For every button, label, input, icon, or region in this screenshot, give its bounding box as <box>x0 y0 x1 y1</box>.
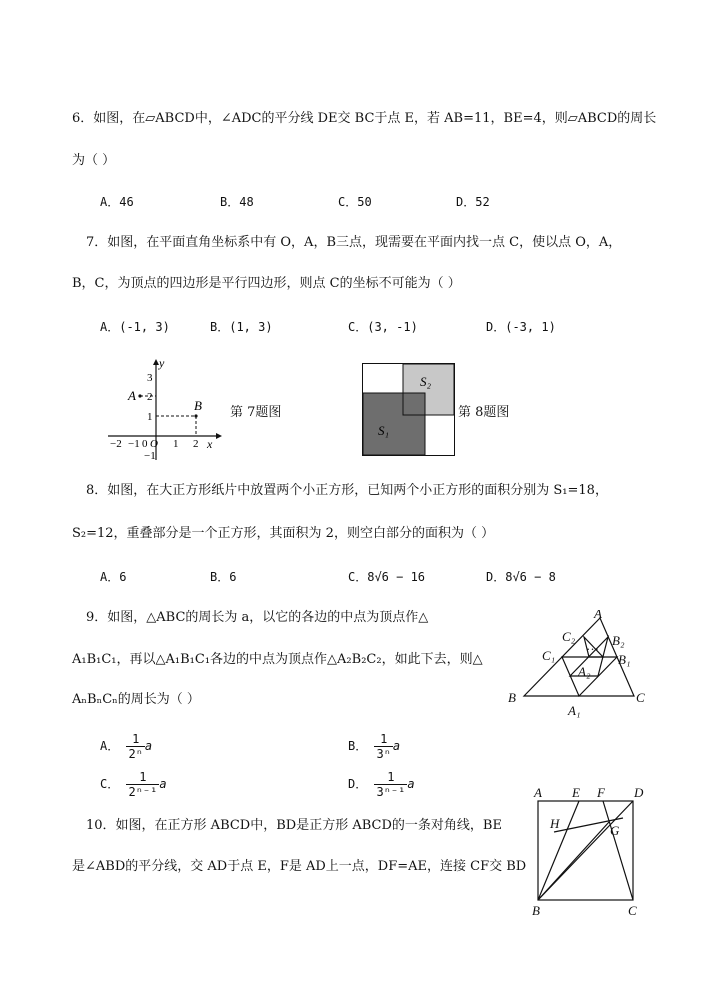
q9-option-d-fraction <box>374 770 407 799</box>
q6-stem-line1: 6．如图，在▱ABCD中，∠ADC的平分线 DE交 BC于点 E，若 AB=11，BE=4，则▱ABCD的周长 <box>72 111 657 126</box>
q10-label-b: B <box>532 903 540 918</box>
q9-option-a <box>100 732 152 761</box>
variable: a <box>392 739 401 753</box>
q7-figure-coordinate-plane <box>100 356 230 464</box>
q10-label-e: E <box>572 785 580 800</box>
q10-stem-line2: 是∠ABD的平分线，交 AD于点 E，F是 AD上一点，DF=AE，连接 CF交 BD <box>72 859 527 874</box>
numerator: 1 <box>126 732 144 747</box>
q9-option-b-fraction <box>374 732 392 761</box>
q7-figure-caption: 第 7题图 <box>230 405 282 420</box>
q9-label-b1: B₁ <box>618 652 631 667</box>
q6-option-a: A．46 <box>100 195 134 209</box>
q9-option-d-letter: D． <box>348 777 368 791</box>
q8-option-d: D．8√6 − 8 <box>486 570 556 584</box>
q8-stem-line2: S₂=12，重叠部分是一个正方形，其面积为 2，则空白部分的面积为（ ） <box>72 526 495 541</box>
q10-stem-line1: 10．如图，在正方形 ABCD中，BD是正方形 ABCD的一条对角线，BE <box>86 818 502 833</box>
q7-tick-x-2: 2 <box>193 438 199 450</box>
q6-option-d: D．52 <box>456 195 490 209</box>
variable: a <box>159 777 167 791</box>
q8-option-b: B．6 <box>210 570 237 584</box>
q9-option-c-letter: C． <box>100 777 120 791</box>
q9-stem-line2: A₁B₁C₁，再以△A₁B₁C₁各边的中点为顶点作△A₂B₂C₂，如此下去，则△ <box>72 652 483 667</box>
q7-tick-y-neg1: −1 <box>144 450 156 462</box>
variable: a <box>407 777 415 791</box>
q6-option-c: C．50 <box>338 195 372 209</box>
q9-label-a: A <box>594 610 602 621</box>
q9-option-c-fraction <box>126 770 159 799</box>
q8-s1-label: S₁ <box>378 423 390 438</box>
q9-label-c: C <box>636 690 645 705</box>
q9-option-d <box>348 770 415 799</box>
q10-label-h: H <box>550 816 560 831</box>
q9-option-b <box>348 732 400 761</box>
numerator: 1 <box>374 732 392 747</box>
q9-label-a1: A₁ <box>568 703 581 718</box>
denominator: 2ⁿ <box>128 747 143 761</box>
q7-point-a-label: A <box>128 388 136 403</box>
q8-stem-line1: 8．如图，在大正方形纸片中放置两个小正方形，已知两个小正方形的面积分别为 S₁=18， <box>86 483 608 498</box>
q9-option-c <box>100 770 167 799</box>
q7-tick-x-1: 1 <box>173 438 179 450</box>
numerator: 1 <box>126 770 159 785</box>
q7-y-axis-label: y <box>159 356 165 370</box>
q7-tick-x-neg1: −1 <box>128 438 140 450</box>
q9-option-a-fraction <box>126 732 144 761</box>
q9-label-dots: … <box>586 638 599 653</box>
q6-option-b: B．48 <box>220 195 254 209</box>
q9-figure-triangles <box>504 610 654 722</box>
q7-option-b: B．(1, 3) <box>210 320 273 334</box>
q7-tick-x-neg2: −2 <box>110 438 122 450</box>
q9-label-b2: B₂ <box>612 633 625 648</box>
q7-stem-line1: 7．如图，在平面直角坐标系中有 O，A，B三点，现需要在平面内找一点 C，使以点 O，A， <box>86 235 622 250</box>
q9-label-c1: C₁ <box>542 648 556 663</box>
q10-figure-square <box>528 784 650 918</box>
q10-label-d: D <box>634 785 644 800</box>
q9-option-b-letter: B． <box>348 739 368 753</box>
q8-option-a: A．6 <box>100 570 127 584</box>
q7-option-c: C．(3, -1) <box>348 320 418 334</box>
q9-label-c2: C₂ <box>562 629 576 644</box>
denominator: 2ⁿ⁻¹ <box>128 785 158 799</box>
q10-label-f: F <box>597 785 605 800</box>
q7-point-b-label: B <box>194 398 202 413</box>
q7-option-d: D．(-3, 1) <box>486 320 556 334</box>
q7-stem-line2: B，C，为顶点的四边形是平行四边形，则点 C的坐标不可能为（ ） <box>72 276 461 291</box>
q7-tick-x-0: 0 <box>142 438 148 450</box>
q9-label-b: B <box>508 690 516 705</box>
q7-tick-y-2: 2 <box>147 391 153 403</box>
q7-x-axis-label: x <box>207 437 213 451</box>
q10-label-c: C <box>628 903 637 918</box>
q7-origin-label: O <box>150 438 158 450</box>
q9-option-a-letter: A． <box>100 739 120 753</box>
q10-label-a: A <box>534 785 542 800</box>
q9-stem-line3: AₙBₙCₙ的周长为（ ） <box>72 692 200 707</box>
q10-label-g: G <box>610 823 620 838</box>
q7-tick-y-1: 1 <box>147 411 153 423</box>
q8-figure-caption: 第 8题图 <box>458 405 510 420</box>
q9-label-a2: A₂ <box>578 664 591 679</box>
variable: a <box>144 739 153 753</box>
q6-stem-line2: 为（ ） <box>72 153 116 168</box>
q7-option-a: A．(-1, 3) <box>100 320 170 334</box>
q9-stem-line1: 9．如图，△ABC的周长为 a，以它的各边的中点为顶点作△ <box>86 610 429 625</box>
q8-option-c: C．8√6 − 16 <box>348 570 426 584</box>
denominator: 3ⁿ⁻¹ <box>376 785 406 799</box>
q8-figure-squares <box>362 363 456 457</box>
q7-tick-y-3: 3 <box>147 372 153 384</box>
denominator: 3ⁿ <box>376 747 391 761</box>
numerator: 1 <box>374 770 407 785</box>
q8-s2-label: S₂ <box>420 374 432 389</box>
